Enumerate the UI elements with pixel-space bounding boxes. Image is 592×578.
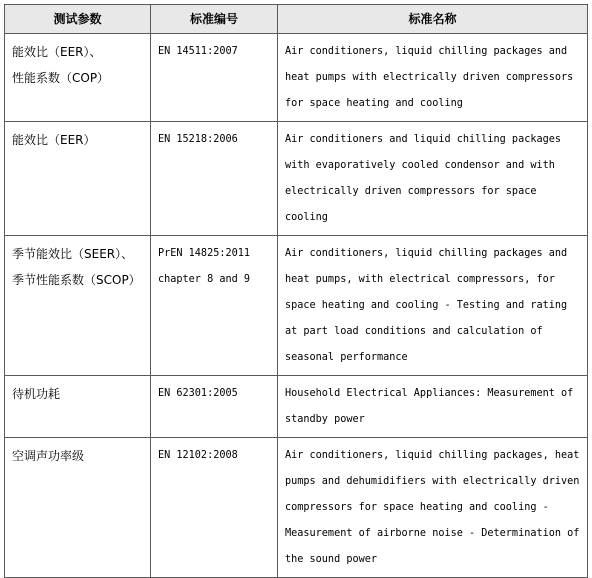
test-parameter-cell: [5, 34, 151, 122]
test-parameter-line: 季节能效比（SEER）、: [12, 247, 134, 261]
test-parameter-line: 空调声功率级: [12, 449, 85, 463]
standard-number-cell: [151, 122, 278, 236]
standard-name-line: Air conditioners, liquid chilling packages and: [285, 46, 568, 57]
header-test-parameter: 测试参数: [5, 5, 151, 34]
standard-name-line: Air conditioners, liquid chilling packages, heat: [285, 450, 580, 461]
test-parameter-cell: [5, 122, 151, 236]
table-row: [5, 236, 588, 376]
standard-name-line: at part load conditions and calculation of: [285, 326, 543, 337]
standard-name-line: Measurement of airborne noise - Determination of: [285, 528, 580, 539]
test-parameter-cell: [5, 236, 151, 376]
header-standard-name: 标准名称: [278, 5, 588, 34]
standard-number: EN 62301:2005: [158, 388, 238, 399]
standard-number: EN 15218:2006: [158, 134, 238, 145]
standard-name-line: electrically driven compressors for space: [285, 186, 537, 197]
table-row: [5, 376, 588, 438]
standard-name-line: the sound power: [285, 554, 378, 565]
table-row: [5, 438, 588, 578]
standard-name-line: heat pumps, with electrical compressors, for: [285, 274, 555, 285]
standard-number-cell: [151, 236, 278, 376]
standard-number-cell: [151, 34, 278, 122]
standard-number: PrEN 14825:2011: [158, 248, 251, 259]
standard-name-line: space heating and cooling - Testing and rating: [285, 300, 568, 311]
test-parameter-line: 季节性能系数（SCOP）: [12, 273, 141, 287]
standard-name-line: cooling: [285, 212, 328, 223]
standard-number-cell: [151, 376, 278, 438]
table-header-row: [5, 5, 588, 34]
standard-name-cell: [278, 376, 588, 438]
standard-name-line: with evaporatively cooled condensor and with: [285, 160, 555, 171]
standard-name-cell: [278, 236, 588, 376]
standard-name-line: for space heating and cooling: [285, 98, 463, 109]
table-row: [5, 122, 588, 236]
standard-name-line: Household Electrical Appliances: Measurement of: [285, 388, 574, 399]
standards-table: [4, 4, 588, 578]
test-parameter-line: 能效比（EER）、: [12, 45, 102, 59]
test-parameter-cell: [5, 438, 151, 578]
standard-number: EN 12102:2008: [158, 450, 238, 461]
standard-number-detail: chapter 8 and 9: [158, 274, 251, 285]
standard-name-cell: [278, 438, 588, 578]
standard-name-line: Air conditioners and liquid chilling packages: [285, 134, 562, 145]
standard-name-line: seasonal performance: [285, 352, 408, 363]
standard-name-cell: [278, 34, 588, 122]
test-parameter-line: 能效比（EER）: [12, 133, 96, 147]
test-parameter-line: 性能系数（COP）: [12, 71, 110, 85]
table-row: [5, 34, 588, 122]
standard-name-line: Air conditioners, liquid chilling packages and: [285, 248, 568, 259]
standard-name-line: standby power: [285, 414, 365, 425]
standard-name-line: compressors for space heating and cooling -: [285, 502, 549, 513]
standard-name-line: pumps and dehumidifiers with electrically driven: [285, 476, 580, 487]
standard-number: EN 14511:2007: [158, 46, 238, 57]
standard-name-cell: [278, 122, 588, 236]
standard-name-line: heat pumps with electrically driven compressors: [285, 72, 574, 83]
test-parameter-cell: [5, 376, 151, 438]
header-standard-number: 标准编号: [151, 5, 278, 34]
test-parameter-line: 待机功耗: [12, 387, 61, 401]
standard-number-cell: [151, 438, 278, 578]
